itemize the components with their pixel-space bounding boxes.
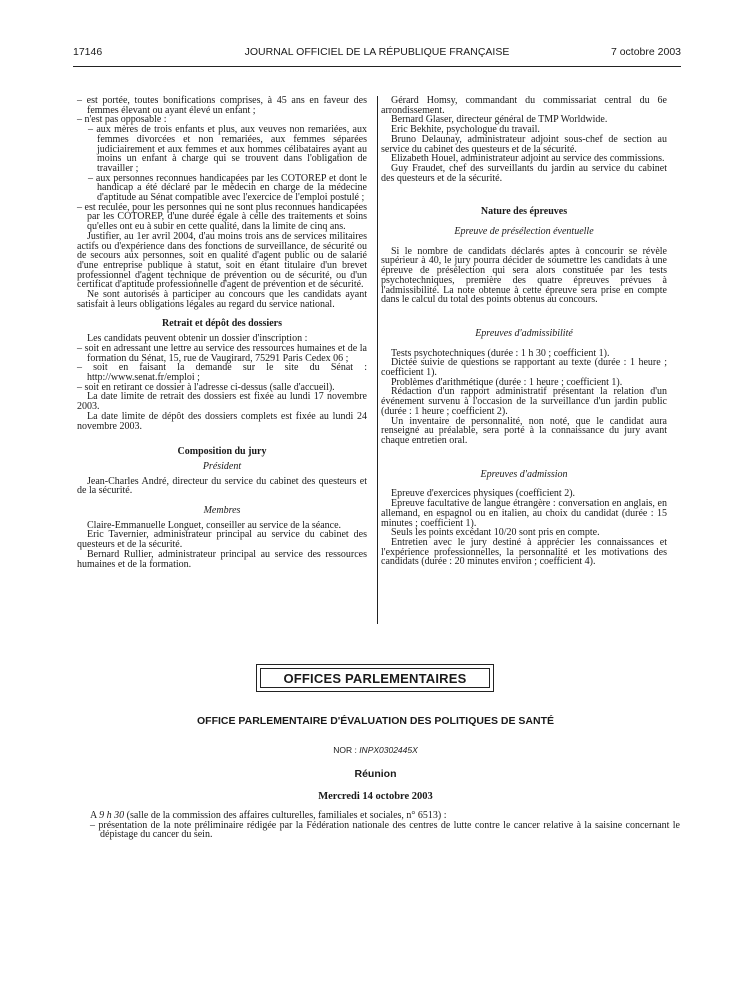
sub-list-item: – aux personnes reconnues handicapées par les COTOREP et dont le handicap a été déclaré par le médecin en charge de la médecine d'aptitude au Sénat compatible avec l'exercice de l'emploi postulé ; bbox=[88, 172, 367, 204]
offices-banner-label: OFFICES PARLEMENTAIRES bbox=[260, 668, 490, 688]
header-rule bbox=[73, 66, 681, 67]
admissibilite-item: Rédaction d'un rapport administratif présentant la relation d'un événement survenu à l'occasion de la surveillance d'un jardin public (durée : 1 heure ; coefficient 2). bbox=[381, 386, 667, 417]
reunion-heading: Réunion bbox=[354, 768, 397, 780]
member-entry: Claire-Emmanuelle Longuet, conseiller au service de la séance. bbox=[87, 519, 342, 531]
member-entry: Eric Tavernier, administrateur principal au service du cabinet des questeurs et de la sécurité. bbox=[77, 529, 367, 551]
list-item: – est portée, toutes bonifications comprises, à 45 ans en faveur des femmes élevant ou ayant élevé un enfant ; bbox=[77, 95, 367, 116]
subheading-admissibilite: Epreuves d'admissibilité bbox=[475, 327, 573, 339]
admission-item: Epreuve d'exercices physiques (coefficient 2). bbox=[391, 488, 576, 500]
agenda-item: – présentation de la note préliminaire rédigée par la Fédération nationale des centres de lutte contre le cancer relative à la saisine concernant le dépistage du cancer du sein. bbox=[90, 819, 680, 841]
president-entry: Jean-Charles André, directeur du service du cabinet des questeurs et de la sécurité. bbox=[77, 475, 367, 497]
list-item: – n'est pas opposable : bbox=[77, 114, 167, 126]
offices-banner bbox=[256, 664, 494, 692]
sub-list-item: – aux mères de trois enfants et plus, aux veuves non remariées, aux femmes divorcées et non remariées, aux femmes séparées judiciairement et aux femmes et aux hommes célibataires ayant au moins un enfant à charge qui se trouvent dans l'obligation de travailler ; bbox=[88, 124, 367, 174]
admissibilite-item: Dictée suivie de questions se rapportant au texte (durée : 1 heure ; coefficient 1). bbox=[381, 357, 667, 379]
admissibilite-item: Tests psychotechniques (durée : 1 h 30 ; coefficient 1). bbox=[391, 347, 610, 359]
dossier-item: – soit en adressant une lettre au service des ressources humaines et de la formation du Sénat, 15, rue de Vaugirard, 75291 Paris Cedex 06 ; bbox=[77, 342, 367, 364]
member-entry: Elizabeth Houel, administrateur adjoint au service des commissions. bbox=[391, 153, 665, 165]
dossier-item: – soit en retirant ce dossier à l'adresse ci-dessus (salle d'accueil). bbox=[77, 381, 335, 393]
subheading-membres: Membres bbox=[203, 505, 241, 517]
agenda bbox=[90, 811, 680, 840]
page-number: 17146 bbox=[73, 46, 103, 58]
member-entry: Bruno Delaunay, administrateur adjoint sous-chef de section au service du cabinet des questeurs et de la sécurité. bbox=[381, 133, 667, 155]
member-entry: Bernard Glaser, directeur général de TMP Worldwide. bbox=[391, 114, 608, 126]
left-column bbox=[77, 96, 367, 569]
paragraph-date-depot: La date limite de dépôt des dossiers complets est fixée au lundi 24 novembre 2003. bbox=[77, 410, 367, 432]
meeting-date: Mercredi 14 octobre 2003 bbox=[318, 791, 433, 802]
member-entry: Gérard Homsy, commandant du commissariat central du 6e arrondissement. bbox=[381, 95, 667, 116]
column-divider bbox=[377, 96, 378, 624]
journal-title: JOURNAL OFFICIEL DE LA RÉPUBLIQUE FRANÇAISE bbox=[244, 46, 510, 58]
issue-date: 7 octobre 2003 bbox=[610, 46, 681, 58]
subheading-preselection: Epreuve de présélection éventuelle bbox=[454, 226, 594, 238]
paragraph-date-retrait: La date limite de retrait des dossiers est fixée au lundi 17 novembre 2003. bbox=[77, 391, 367, 413]
paragraph-autorises: Ne sont autorisés à participer au concours que les candidats ayant satisfait à leurs obligations légales au regard du service national. bbox=[77, 289, 367, 310]
agenda-prefix: A bbox=[90, 810, 97, 821]
admission-item: Seuls les points excédant 10/20 sont pris en compte. bbox=[391, 527, 600, 539]
member-entry: Guy Fraudet, chef des surveillants du jardin au service du cabinet des questeurs et de la sécurité. bbox=[381, 162, 667, 184]
office-name: OFFICE PARLEMENTAIRE D'ÉVALUATION DES POLITIQUES DE SANTÉ bbox=[197, 715, 554, 727]
paragraph-preselection: Si le nombre de candidats déclarés aptes à concourir se révèle supérieur à 40, le jury pourra décider de soumettre les candidats à une épreuve de présélection qui sera alors constituée par les tests psychotechniques, première des quatre épreuves prévues à l'admissibilité. La note obtenue à cette épreuve sera prise en compte dans le calcul du total des points obtenus au concours. bbox=[381, 245, 667, 306]
page-header bbox=[73, 46, 681, 62]
nor-label: NOR : bbox=[333, 745, 357, 755]
heading-nature: Nature des épreuves bbox=[480, 206, 568, 218]
member-entry: Eric Bekhite, psychologue du travail. bbox=[391, 124, 540, 136]
heading-jury: Composition du jury bbox=[177, 446, 267, 458]
nor-reference bbox=[0, 745, 751, 755]
nor-code: INPX0302445X bbox=[359, 745, 418, 755]
admissibilite-item: Problèmes d'arithmétique (durée : 1 heure ; coefficient 1). bbox=[391, 376, 623, 388]
list-item: – est reculée, pour les personnes qui ne sont plus reconnues handicapées par les COTOREP, d'une durée égale à celle des traitements et soins qu'elles ont eu à subir en cette qualité, dans la limite de cinq ans. bbox=[77, 201, 367, 233]
admission-item: Entretien avec le jury destiné à apprécier les connaissances et l'expérience professionnelles, la personnalité et les motivations des candidats (durée : 20 minutes environ ; coefficient 4). bbox=[381, 536, 667, 568]
agenda-location: (salle de la commission des affaires culturelles, familiales et sociales, n° 6513) : bbox=[126, 810, 447, 821]
paragraph-justifier: Justifier, au 1er avril 2004, d'au moins trois ans de services militaires actifs ou d'expérience dans des fonctions de surveillance, de sécurité ou de secours aux personnes, soit en qualité d'agent public ou de salarié d'une entreprise publique à statut, soit en étant titulaire d'un brevet professionnel d'agent technique de prévention ou de sécurité, ou d'un certificat d'aptitude professionnelle d'agent de prévention et de sécurité. bbox=[77, 230, 367, 291]
admissibilite-item: Un inventaire de personnalité, non noté, que le candidat aura renseigné au préalable, sera porté à la connaissance du jury avant chaque entretien oral. bbox=[381, 415, 667, 446]
dossier-item: – soit en faisant la demande sur le site du Sénat : http://www.senat.fr/emploi ; bbox=[77, 362, 367, 383]
subheading-president: Président bbox=[202, 460, 242, 472]
subheading-admission: Epreuves d'admission bbox=[480, 468, 568, 480]
admission-item: Epreuve facultative de langue étrangère : conversation en anglais, en allemand, en espagnol ou en italien, au choix du candidat (durée : 15 minutes ; coefficient 1). bbox=[381, 498, 667, 529]
agenda-time: 9 h 30 bbox=[99, 810, 125, 821]
heading-retrait: Retrait et dépôt des dossiers bbox=[162, 318, 282, 330]
paragraph-dossier: Les candidats peuvent obtenir un dossier d'inscription : bbox=[87, 333, 308, 345]
right-column bbox=[381, 96, 667, 567]
member-entry: Bernard Rullier, administrateur principal au service des ressources humaines et de la formation. bbox=[77, 548, 367, 570]
